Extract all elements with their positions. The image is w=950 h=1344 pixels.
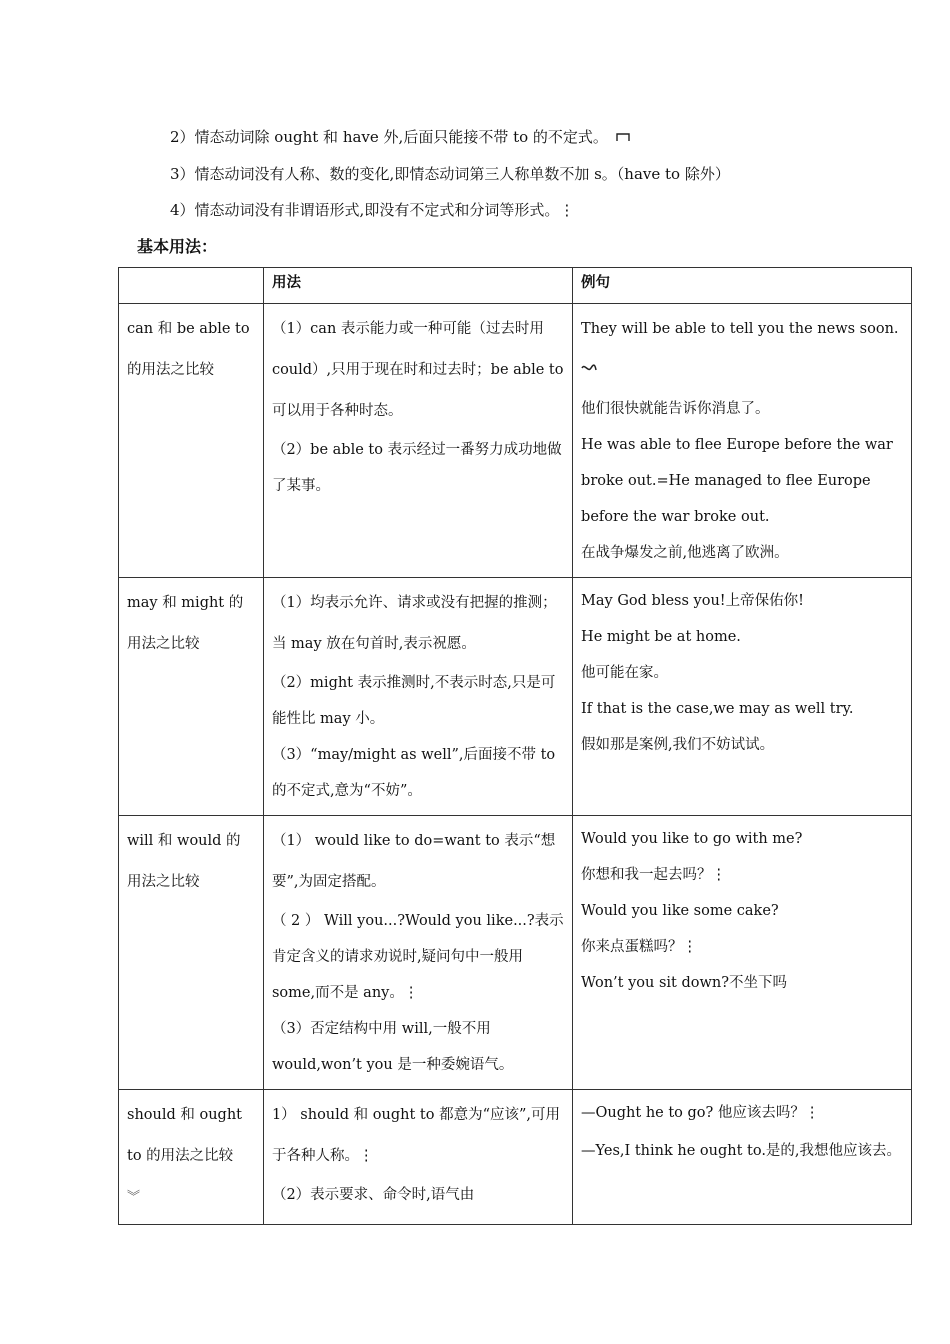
usage-cell: （1） would like to do=want to 表示“想要”,为固定搭配。 （ 2 ） Will you...?Would you like...?表示肯定含义的请求劝说时,疑问句中一般用 some,而不是 any。⋮ （3）否定结构中用 will,一般不用 would,won’t you 是一种委婉语气。 — [263, 816, 572, 1090]
usage-table — [118, 267, 912, 1225]
header-topic — [119, 268, 264, 304]
scribble-mark-icon — [581, 362, 597, 374]
header-usage: 用法 — [263, 268, 572, 304]
rule-4: 4）情态动词没有非谓语形式,即没有不定式和分词等形式。⋮ — [170, 201, 575, 219]
rule-2: 2）情态动词除 ought 和 have 外,后面只能接不带 to 的不定式。 — [170, 127, 631, 147]
section-heading: 基本用法： — [137, 237, 218, 256]
topic-cell: may 和 might 的用法之比较 — [119, 578, 264, 816]
bracket-mark-icon — [615, 130, 631, 142]
table-header-row — [119, 268, 912, 304]
topic-cell: should 和 ought to 的用法之比较 ︾ — [119, 1090, 264, 1225]
topic-cell: can 和 be able to 的用法之比较 — [119, 304, 264, 578]
table-row — [119, 816, 912, 1090]
chevron-down-icon: ︾ — [127, 1190, 141, 1205]
rule-3: 3）情态动词没有人称、数的变化,即情态动词第三人称单数不加 s。（have to 除外） — [170, 165, 730, 183]
table-row — [119, 1090, 912, 1225]
table-row — [119, 578, 912, 816]
examples-cell: May God bless you!上帝保佑你! He might be at home. 他可能在家。 If that is the case,we may as well try. 假如那是案例,我们不妨试试。 — [573, 578, 912, 816]
examples-cell: Would you like to go with me? 你想和我一起去吗？⋮ Would you like some cake? 你来点蛋糕吗？⋮ Won’t you sit down?不坐下吗 — [573, 816, 912, 1090]
usage-cell: （1）均表示允许、请求或没有把握的推测；当 may 放在句首时,表示祝愿。 （2）might 表示推测时,不表示时态,只是可能性比 may 小。 （3）“may/might as well”,后面接不带 to 的不定式,意为“不妨”。 — [263, 578, 572, 816]
header-examples: 例句 — [573, 268, 912, 304]
usage-cell: （1）can 表示能力或一种可能（过去时用 could）,只用于现在时和过去时；be able to 可以用于各种时态。 （2）be able to 表示经过一番努力成功地做了某事。 — [263, 304, 572, 578]
examples-cell: —Ought he to go? 他应该去吗？⋮ —Yes,I think he ought to.是的,我想他应该去。 — [573, 1090, 912, 1225]
topic-cell: will 和 would 的用法之比较 — [119, 816, 264, 1090]
table-row — [119, 304, 912, 578]
usage-cell: 1） should 和 ought to 都意为“应该”,可用于各种人称。⋮ （2）表示要求、命令时,语气由 — [263, 1090, 572, 1225]
examples-cell: They will be able to tell you the news soon. 他们很快就能告诉你消息了。 He was able to flee Europe before the war broke out.=He managed to flee Europe before the war broke out. 在战争爆发之前,他逃离了欧洲。 — [573, 304, 912, 578]
